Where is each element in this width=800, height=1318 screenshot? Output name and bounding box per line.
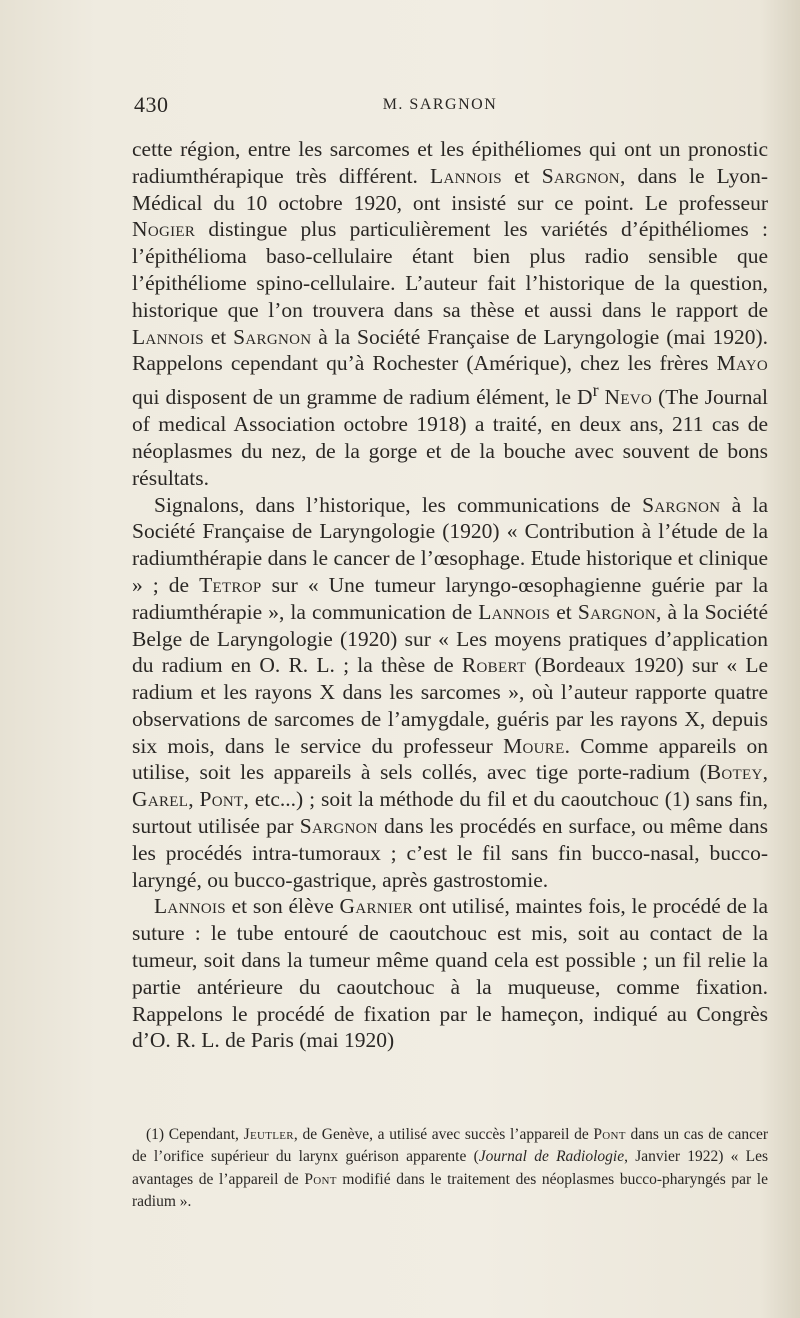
page-number: 430 xyxy=(134,92,169,117)
paragraph xyxy=(132,136,768,492)
text-run: (1) Cependant, xyxy=(146,1126,244,1143)
proper-name: Lannois xyxy=(430,163,502,188)
proper-name: Sargnon xyxy=(541,163,620,188)
text-run: , etc...) ; soit la méthode du fil et du caoutchouc (1) sans fin, surtout utilisée par xyxy=(132,787,768,839)
text-run: (The Journal of medical Association octobre 1918) a traité, en deux ans, 211 cas de néoplasmes du nez, de la gorge et de la bouche avec souvent de bons résultats. xyxy=(132,385,768,490)
proper-name: Lannois xyxy=(154,894,226,919)
text-run: qui disposent de un gramme de radium élément, le D xyxy=(132,385,593,410)
text-run: (Bordeaux 1920) sur « Le radium et les rayons X dans les sarcomes », où l’auteur rapporte quatre observations de sarcomes de l’amygdale, guéris par les rayons X, depuis six mois, dans le service du professeur xyxy=(132,653,768,758)
text-run: , Janvier 1922) « Les avantages de l’appareil de xyxy=(132,1148,768,1188)
text-run: à la Société Française de Laryngologie (1920) « Contribution à l’étude de la radiumthérapie dans le cancer de l’œsophage. Etude historique et clinique » ; de xyxy=(132,492,768,597)
proper-name: Nevo xyxy=(604,385,653,410)
footnote xyxy=(132,1124,768,1214)
running-head: M. SARGNON xyxy=(382,96,498,113)
proper-name: Sargnon xyxy=(299,814,378,839)
text-run: et xyxy=(203,324,234,349)
proper-name: Garel xyxy=(132,787,189,812)
proper-name: Jeutler xyxy=(243,1126,294,1143)
proper-name: Garnier xyxy=(339,894,413,919)
paragraph xyxy=(132,893,768,1054)
text-run: , de Genève, a utilisé avec succès l’appareil de xyxy=(293,1126,594,1143)
paragraph xyxy=(132,492,768,894)
proper-name: Sargnon xyxy=(642,492,721,517)
text-run: dans les procédés en surface, ou même dans les procédés intra-tumoraux ; c’est le fil sans fin bucco-nasal, bucco-laryngé, ou bucco-gastrique, après gastrostomie. xyxy=(132,814,768,892)
text-run: et son élève xyxy=(225,894,340,919)
proper-name: Lannois xyxy=(132,324,204,349)
proper-name: Mayo xyxy=(716,351,768,376)
proper-name: Lannois xyxy=(478,599,551,624)
proper-name: Tetrop xyxy=(199,572,262,597)
text-run: , xyxy=(762,760,768,785)
proper-name: Sargnon xyxy=(233,324,312,349)
proper-name: Sargnon xyxy=(577,599,657,624)
text-run: sur « Une tumeur laryngo-œsophagienne guérie par la radiumthérapie », la communication de xyxy=(132,572,768,624)
text-run: Signalons, dans l’historique, les communications de xyxy=(154,492,643,517)
text-run: . Comme appareils on utilise, soit les appareils à sels collés, avec tige porte-radium ( xyxy=(132,733,768,785)
text-run: et xyxy=(501,163,542,188)
journal-title: Journal de Radiologie xyxy=(478,1148,625,1166)
text-run: , xyxy=(188,787,200,812)
proper-name: Botey xyxy=(706,760,763,785)
page-header xyxy=(122,92,758,120)
body-text xyxy=(132,136,768,1054)
text-run: à la Société Française de Laryngologie (mai 1920). Rappelons cependant qu’à Rochester (Amérique), chez les frères xyxy=(132,324,768,376)
superscript: r xyxy=(592,380,599,401)
proper-name: Nogier xyxy=(132,217,196,242)
proper-name: Pont xyxy=(593,1126,626,1143)
text-run: modifié dans le traitement des néoplasmes bucco-pharyngés par le radium ». xyxy=(132,1170,768,1211)
text-run: distingue plus particulièrement les variétés d’épithéliomes : l’épithélioma baso-cellulaire étant bien plus radio sensible que l’épithéliome spino-cellulaire. L’auteur fait l’historique de la question, historique que l’on trouvera dans sa thèse et aussi dans le rapport de xyxy=(132,217,768,322)
text-run: , dans le Lyon-Médical du 10 octobre 1920, ont insisté sur ce point. Le professeur xyxy=(132,163,768,215)
proper-name: Robert xyxy=(461,653,527,678)
proper-name: Pont xyxy=(304,1170,337,1188)
text-run: dans un cas de cancer de l’orifice supérieur du larynx guérison apparente ( xyxy=(132,1126,769,1166)
footnotes xyxy=(132,1124,768,1214)
text-run: cette région, entre les sarcomes et les épithéliomes qui ont un pronostic radiumthérapique très différent. xyxy=(132,137,768,188)
proper-name: Moure xyxy=(503,733,565,758)
text-run: et xyxy=(550,599,578,624)
proper-name: Pont xyxy=(199,787,244,812)
text-run: , à la Société Belge de Laryngologie (1920) sur « Les moyens pratiques d’application du radium en O. R. L. ; la thèse de xyxy=(132,599,768,678)
text-run: ont utilisé, maintes fois, le procédé de la suture : le tube entouré de caoutchouc est mis, soit au contact de la tumeur, soit dans la tumeur même quand cela est possible ; un fil relie la partie antérieure du caoutchouc à la muqueuse, comme fixation. Rappelons le procédé de fixation par le hameçon, indiqué au Congrès d’O. R. L. de Paris (mai 1920) xyxy=(132,894,768,1053)
